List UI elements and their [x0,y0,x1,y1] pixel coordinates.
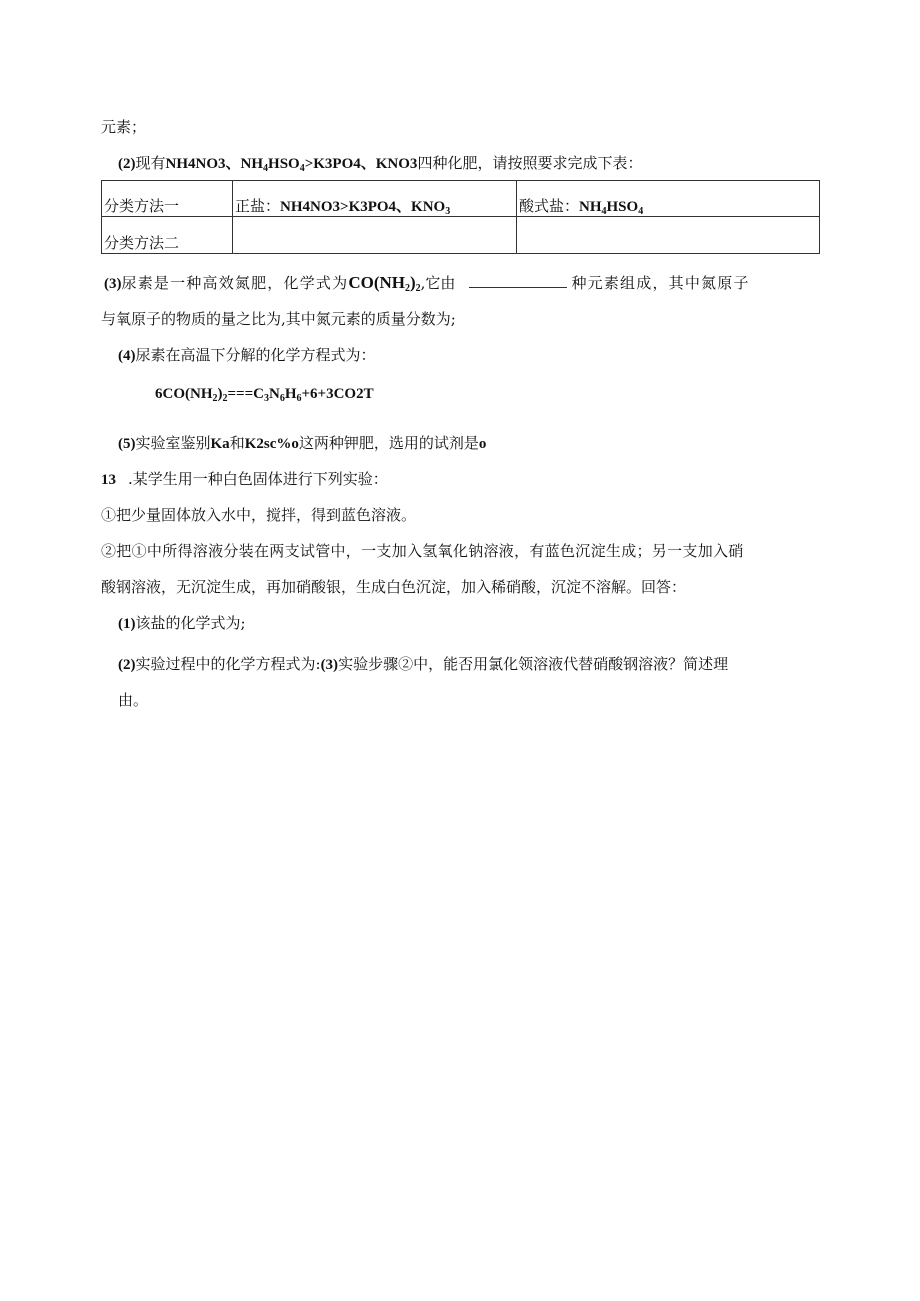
equation-subscript: 2 [212,393,218,404]
table-cell-empty[interactable] [517,217,820,254]
question-3-continued [101,309,456,329]
formula-subscript: 4 [299,163,305,174]
equation-subscript: 6 [296,393,302,404]
question-number: (3) [104,276,122,292]
step-text: 酸钢溶液，无沉淀生成，再加硝酸银，生成白色沉淀，加入稀硝酸，沉淀不溶解。回答： [101,578,687,596]
equation-subscript: 2 [222,393,228,404]
question-3-line [104,273,750,294]
step-2-continued [101,577,686,597]
formula-part: NH4NO3>K3PO4、KNO [280,199,446,215]
question-text: 种元素组成，其中氮原子 [571,274,750,292]
question-text: 这两种钾肥，选用的试剂是 [298,434,479,452]
equation-part: ) [217,386,223,402]
formula: Ka [210,436,230,452]
cell-label: 酸式盐： [519,197,580,215]
equation-part: +6+3CO2T [301,386,374,402]
formula-part: HSO [606,199,639,215]
question-text: 实验室鉴别 [135,434,211,452]
question-text: 实验步骤②中，能否用氯化领溶液代替硝酸钢溶液？简述理 [338,655,729,673]
formula-part: HSO [268,156,300,172]
trailing-mark: o [478,436,487,452]
formula-part: >K3PO4、KNO3 [304,156,418,172]
table-cell-method: 分类方法一 [102,181,233,217]
question-2-line [118,153,642,174]
table-cell-empty[interactable] [233,217,517,254]
equation-subscript: 6 [279,393,285,404]
question-5-line [118,433,486,454]
question-text: 该盐的化学式为; [135,614,246,632]
formula-subscript: 4 [638,206,644,217]
formula-part: NH4NO3、NH [165,156,264,172]
formula-subscript: 4 [601,206,607,217]
step-1-line [101,505,416,525]
question-text: 和 [229,434,245,452]
table-cell-normal-salt [233,181,517,217]
table-row [102,181,820,217]
answer-3-continued [118,690,148,710]
question-text: 四种化肥，请按照要求完成下表： [417,154,643,172]
question-text: 实验过程中的化学方程式为: [135,655,321,673]
step-2-line [101,541,744,561]
chemical-equation [155,384,374,404]
table-row [102,217,820,254]
question-text: ,它由 [420,274,456,292]
formula-subscript: 3 [445,206,451,217]
formula [348,273,420,292]
question-4-line [118,345,376,366]
equation-part: ===C [227,386,264,402]
question-number: (2) [118,657,136,673]
question-13-line [101,469,388,490]
formula-part: ) [409,273,416,292]
formula-subscript: 2 [415,283,421,294]
question-number: 13 [101,472,116,488]
equation-subscript: 3 [263,393,269,404]
question-text: 现有 [135,154,166,172]
equation-part: H [284,386,297,402]
equation-part: 6CO(NH [155,386,213,402]
formula-subscript: 4 [263,163,269,174]
answer-2-3-line [118,654,728,675]
equation-part: N [268,386,280,402]
question-number: (4) [118,348,136,364]
table-cell-method: 分类方法二 [102,217,233,254]
classification-table [101,180,820,254]
question-text: 由。 [118,691,149,709]
question-number: (3) [320,657,339,673]
question-number: (2) [118,156,136,172]
question-text: 与氧原子的物质的量之比为,其中氮元素的质量分数为; [101,310,456,328]
question-number: (1) [118,616,136,632]
formula-part: CO(NH [348,273,405,292]
answer-1-line [118,613,246,634]
question-text: .某学生用一种白色固体进行下列实验： [128,470,388,488]
table-cell-acid-salt [517,181,820,217]
formula: K2sc%o [244,436,299,452]
formula [166,156,418,172]
step-text: ②把①中所得溶液分装在两支试管中，一支加入氢氧化钠溶液，有蓝色沉淀生成；另一支加入硝 [101,542,744,560]
text-line-elements [101,117,146,137]
question-text: 尿素是一种高效氮肥，化学式为 [121,274,349,292]
question-number: (5) [118,436,136,452]
formula-part: NH [579,199,602,215]
step-text: ①把少量固体放入水中，搅拌，得到蓝色溶液。 [101,506,417,524]
answer-blank[interactable] [469,273,567,288]
line-text: 元素； [101,118,147,136]
cell-label: 正盐： [235,197,281,215]
question-text: 尿素在高温下分解的化学方程式为： [135,346,376,364]
formula-subscript: 2 [404,283,410,294]
